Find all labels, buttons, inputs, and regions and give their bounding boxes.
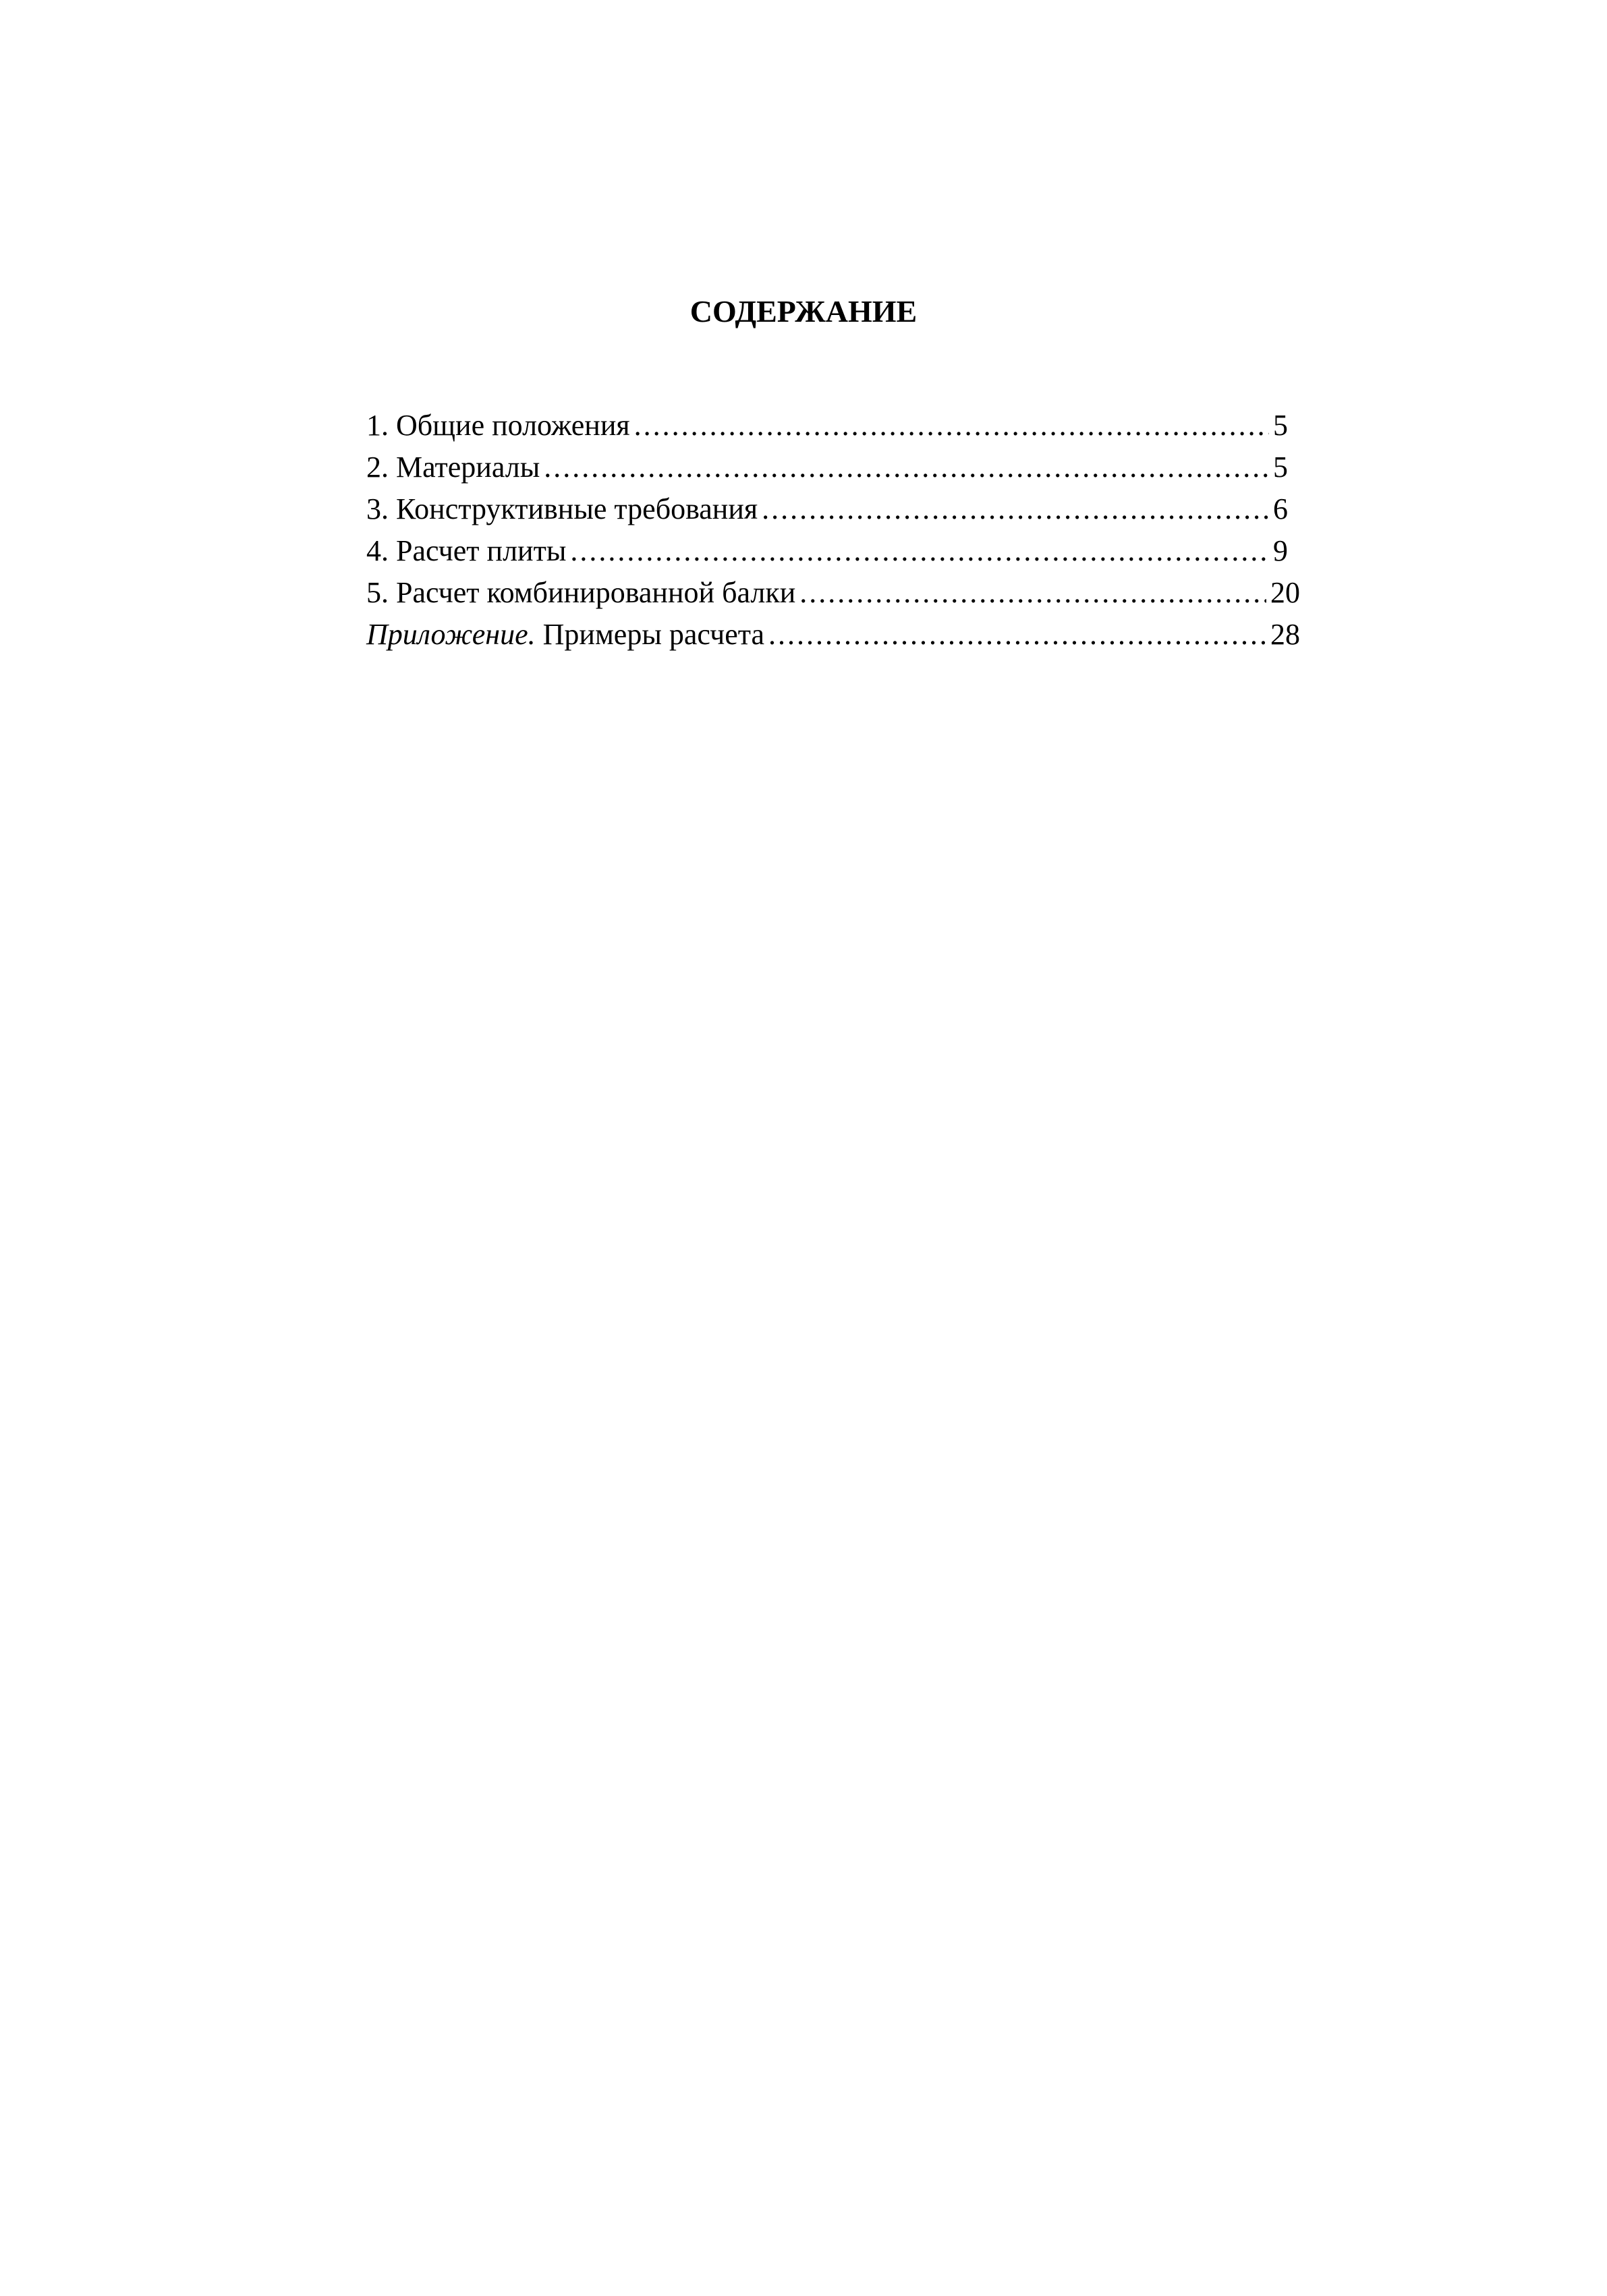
toc-entry[interactable] [366,405,1300,447]
toc-entry-label: 4. Расчет плиты [366,534,567,567]
toc-entry[interactable] [366,530,1300,572]
toc-appendix-title: Примеры расчета [542,618,765,651]
toc-entry-page: 9 [1273,534,1288,567]
toc-entry-page: 20 [1270,576,1300,609]
toc-leader-dots [544,447,1269,488]
toc-entry-label: 2. Материалы [366,451,540,484]
toc-leader-dots [762,488,1269,530]
toc-entry-page: 5 [1273,409,1288,442]
toc-entry-label: 5. Расчет комбинированной балки [366,576,796,609]
toc-leader-dots [570,530,1269,572]
toc-entry[interactable] [366,488,1300,530]
toc-entry[interactable] [366,572,1300,614]
toc-entry-page: 5 [1273,451,1288,484]
toc-entry[interactable] [366,447,1300,488]
toc-entry-page: 6 [1273,492,1288,525]
toc-leader-dots [634,405,1269,447]
toc-entry-appendix[interactable] [366,614,1300,656]
toc-leader-dots [799,572,1266,614]
toc-appendix-prefix: Приложение. [366,618,536,651]
toc-entry-label: 3. Конструктивные требования [366,492,758,525]
toc-leader-dots [768,614,1266,656]
toc-entry-page: 28 [1270,618,1300,651]
toc-list [366,405,1300,656]
toc-entry-label: 1. Общие положения [366,409,630,442]
toc-entry-label [366,614,768,656]
toc-title: СОДЕРЖАНИЕ [689,294,918,328]
